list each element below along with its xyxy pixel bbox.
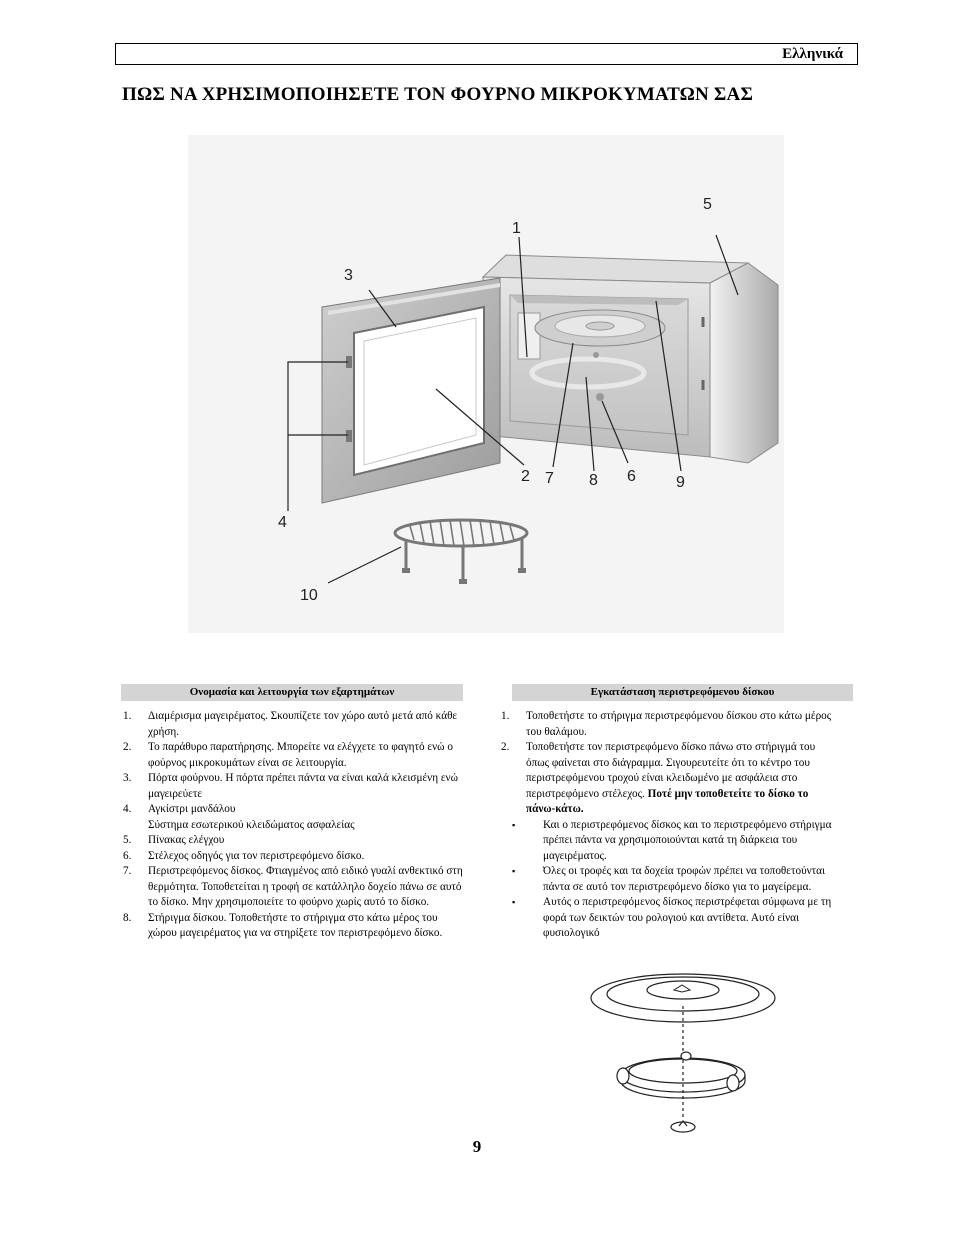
list-item: ▪ Αυτός ο περιστρεφόμενος δίσκος περιστρέφεται σύμφωνα με τη φορά των δεικτών του ρολογιού και αντίθετα. Αυτό είναι φυσιολογικό xyxy=(512,896,832,939)
list-item: ▪ Όλες οι τροφές και τα δοχεία τροφών πρέπει να τοποθετούνται πάντα σε αυτό τον περιστρεφόμενο δίσκο για το μαγείρεμα. xyxy=(512,865,826,893)
list-item: 1. Διαμέρισμα μαγειρέματος. Σκουπίζετε τον χώρο αυτό μετά από κάθε χρήση. xyxy=(123,710,458,738)
page-number: 9 xyxy=(472,1137,482,1156)
list-item: 2. Τοποθετήστε τον περιστρεφόμενο δίσκο πάνω στο στήριγμά του όπως φαίνεται στο διάγραμμα. Σιγουρευτείτε ότι το κέντρο του περιστρεφόμενου τροχού είναι κλειδωμένο με ασφάλεια στο περιστρεφόμενο στέλεχος. Ποτέ μην τοποθετείτε το δίσκο το πάνω-κάτω. xyxy=(501,741,816,815)
callout-1: 1 xyxy=(512,220,521,237)
list-item: 8. Στήριγμα δίσκου. Τοποθετήστε το στήριγμα στο κάτω μέρος του χώρου μαγειρέματος για να στηρίξετε τον περιστρεφόμενο δίσκο. xyxy=(123,911,443,939)
callout-8: 8 xyxy=(589,472,598,489)
list-item: 5. Πίνακας ελέγχου xyxy=(123,834,225,846)
install-list xyxy=(499,709,834,942)
turntable-assembly-illustration xyxy=(583,970,803,1138)
callout-3: 3 xyxy=(344,267,353,284)
callout-2: 2 xyxy=(521,468,530,485)
list-item: 1. Τοποθετήστε το στήριγμα περιστρεφόμενου δίσκου στο κάτω μέρος του θαλάμου. xyxy=(501,710,832,738)
list-item: 3. Πόρτα φούρνου. Η πόρτα πρέπει πάντα να είναι καλά κλεισμένη ενώ μαγειρεύετε xyxy=(123,772,458,800)
list-item: 7. Περιστρεφόμενος δίσκος. Φτιαγμένος από ειδικό γυαλί ανθεκτικό στη θερμότητα. Τοποθετείται η τροφή σε κατάλληλο δοχείο πάνω σε αυτό το δίσκο. Μην χρησιμοποιείτε το φούρνο χωρίς αυτό το δίσκο. xyxy=(123,865,463,908)
callout-9: 9 xyxy=(676,474,685,491)
parts-heading: Ονομασία και λειτουργία των εξαρτημάτων xyxy=(121,684,463,701)
callout-7: 7 xyxy=(545,470,554,487)
callout-5: 5 xyxy=(703,196,712,213)
callout-4: 4 xyxy=(278,514,287,531)
callout-10: 10 xyxy=(300,587,318,604)
callout-6: 6 xyxy=(627,468,636,485)
parts-list xyxy=(121,709,467,942)
language-header-box xyxy=(115,43,858,65)
page-title: ΠΩΣ ΝΑ ΧΡΗΣΙΜΟΠΟΙΗΣΕΤΕ ΤΟΝ ΦΟΥΡΝΟ ΜΙΚΡΟΚΥΜΑΤΩΝ ΣΑΣ xyxy=(122,84,754,105)
list-item: 4. Αγκίστρι μανδάλου Σύστημα εσωτερικού κλειδώματος ασφαλείας xyxy=(123,803,355,831)
microwave-diagram xyxy=(188,135,784,633)
list-item: ▪ Και ο περιστρεφόμενος δίσκος και το περιστρεφόμενο στήριγμα πρέπει πάντα να χρησιμοποιούνται κατά τη διάρκεια του μαγειρέματος. xyxy=(512,818,832,862)
language-label: Ελληνικά xyxy=(782,46,843,62)
list-item: 2. Το παράθυρο παρατήρησης. Μπορείτε να ελέγχετε το φαγητό ενώ ο φούρνος μικροκυμάτων είναι σε λειτουργία. xyxy=(123,741,453,769)
turntable-install-heading: Εγκατάσταση περιστρεφόμενου δίσκου xyxy=(512,684,853,701)
list-item: 6. Στέλεχος οδηγός για τον περιστρεφόμενο δίσκο. xyxy=(123,849,365,862)
